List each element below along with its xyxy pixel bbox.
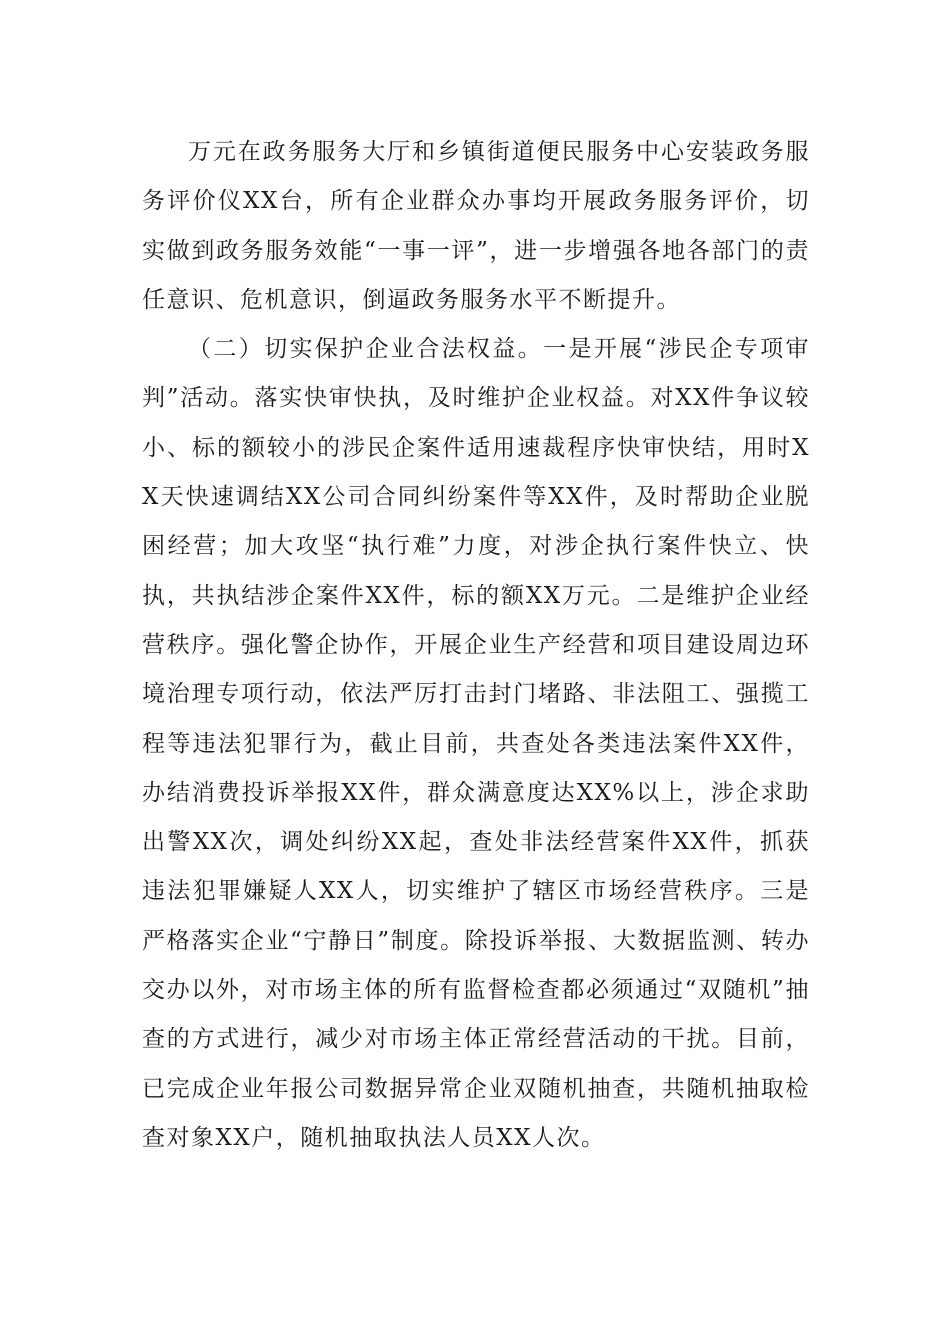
paragraph-service-evaluation: 万元在政务服务大厅和乡镇街道便民服务中心安装政务服务评价仪XX台，所有企业群众办事均开展政务服务评价，切实做到政务服务效能“一事一评”，进一步增强各地各部门的责任意识、危机意识，倒逼政务服务水平不断提升。 bbox=[142, 139, 810, 313]
document-body bbox=[142, 128, 810, 1163]
paragraph-protect-enterprise-rights: （二）切实保护企业合法权益。一是开展“涉民企专项审判”活动。落实快审快执，及时维护企业权益。对XX件争议较小、标的额较小的涉民企案件适用速裁程序快审快结，用时XX天快速调结XX公司合同纠纷案件等XX件，及时帮助企业脱困经营；加大攻坚“执行难”力度，对涉企执行案件快立、快执，共执结涉企案件XX件，标的额XX万元。二是维护企业经营秩序。强化警企协作，开展企业生产经营和项目建设周边环境治理专项行动，依法严厉打击封门堵路、非法阻工、强揽工程等违法犯罪行为，截止目前，共查处各类违法案件XX件，办结消费投诉举报XX件，群众满意度达XX%以上，涉企求助出警XX次，调处纠纷XX起，查处非法经营案件XX件，抓获违法犯罪嫌疑人XX人，切实维护了辖区市场经营秩序。三是严格落实企业“宁静日”制度。除投诉举报、大数据监测、转办交办以外，对市场主体的所有监督检查都必须通过“双随机”抽查的方式进行，减少对市场主体正常经营活动的干扰。目前，已完成企业年报公司数据异常企业双随机抽查，共随机抽取检查对象XX户，随机抽取执法人员XX人次。 bbox=[142, 336, 810, 1151]
